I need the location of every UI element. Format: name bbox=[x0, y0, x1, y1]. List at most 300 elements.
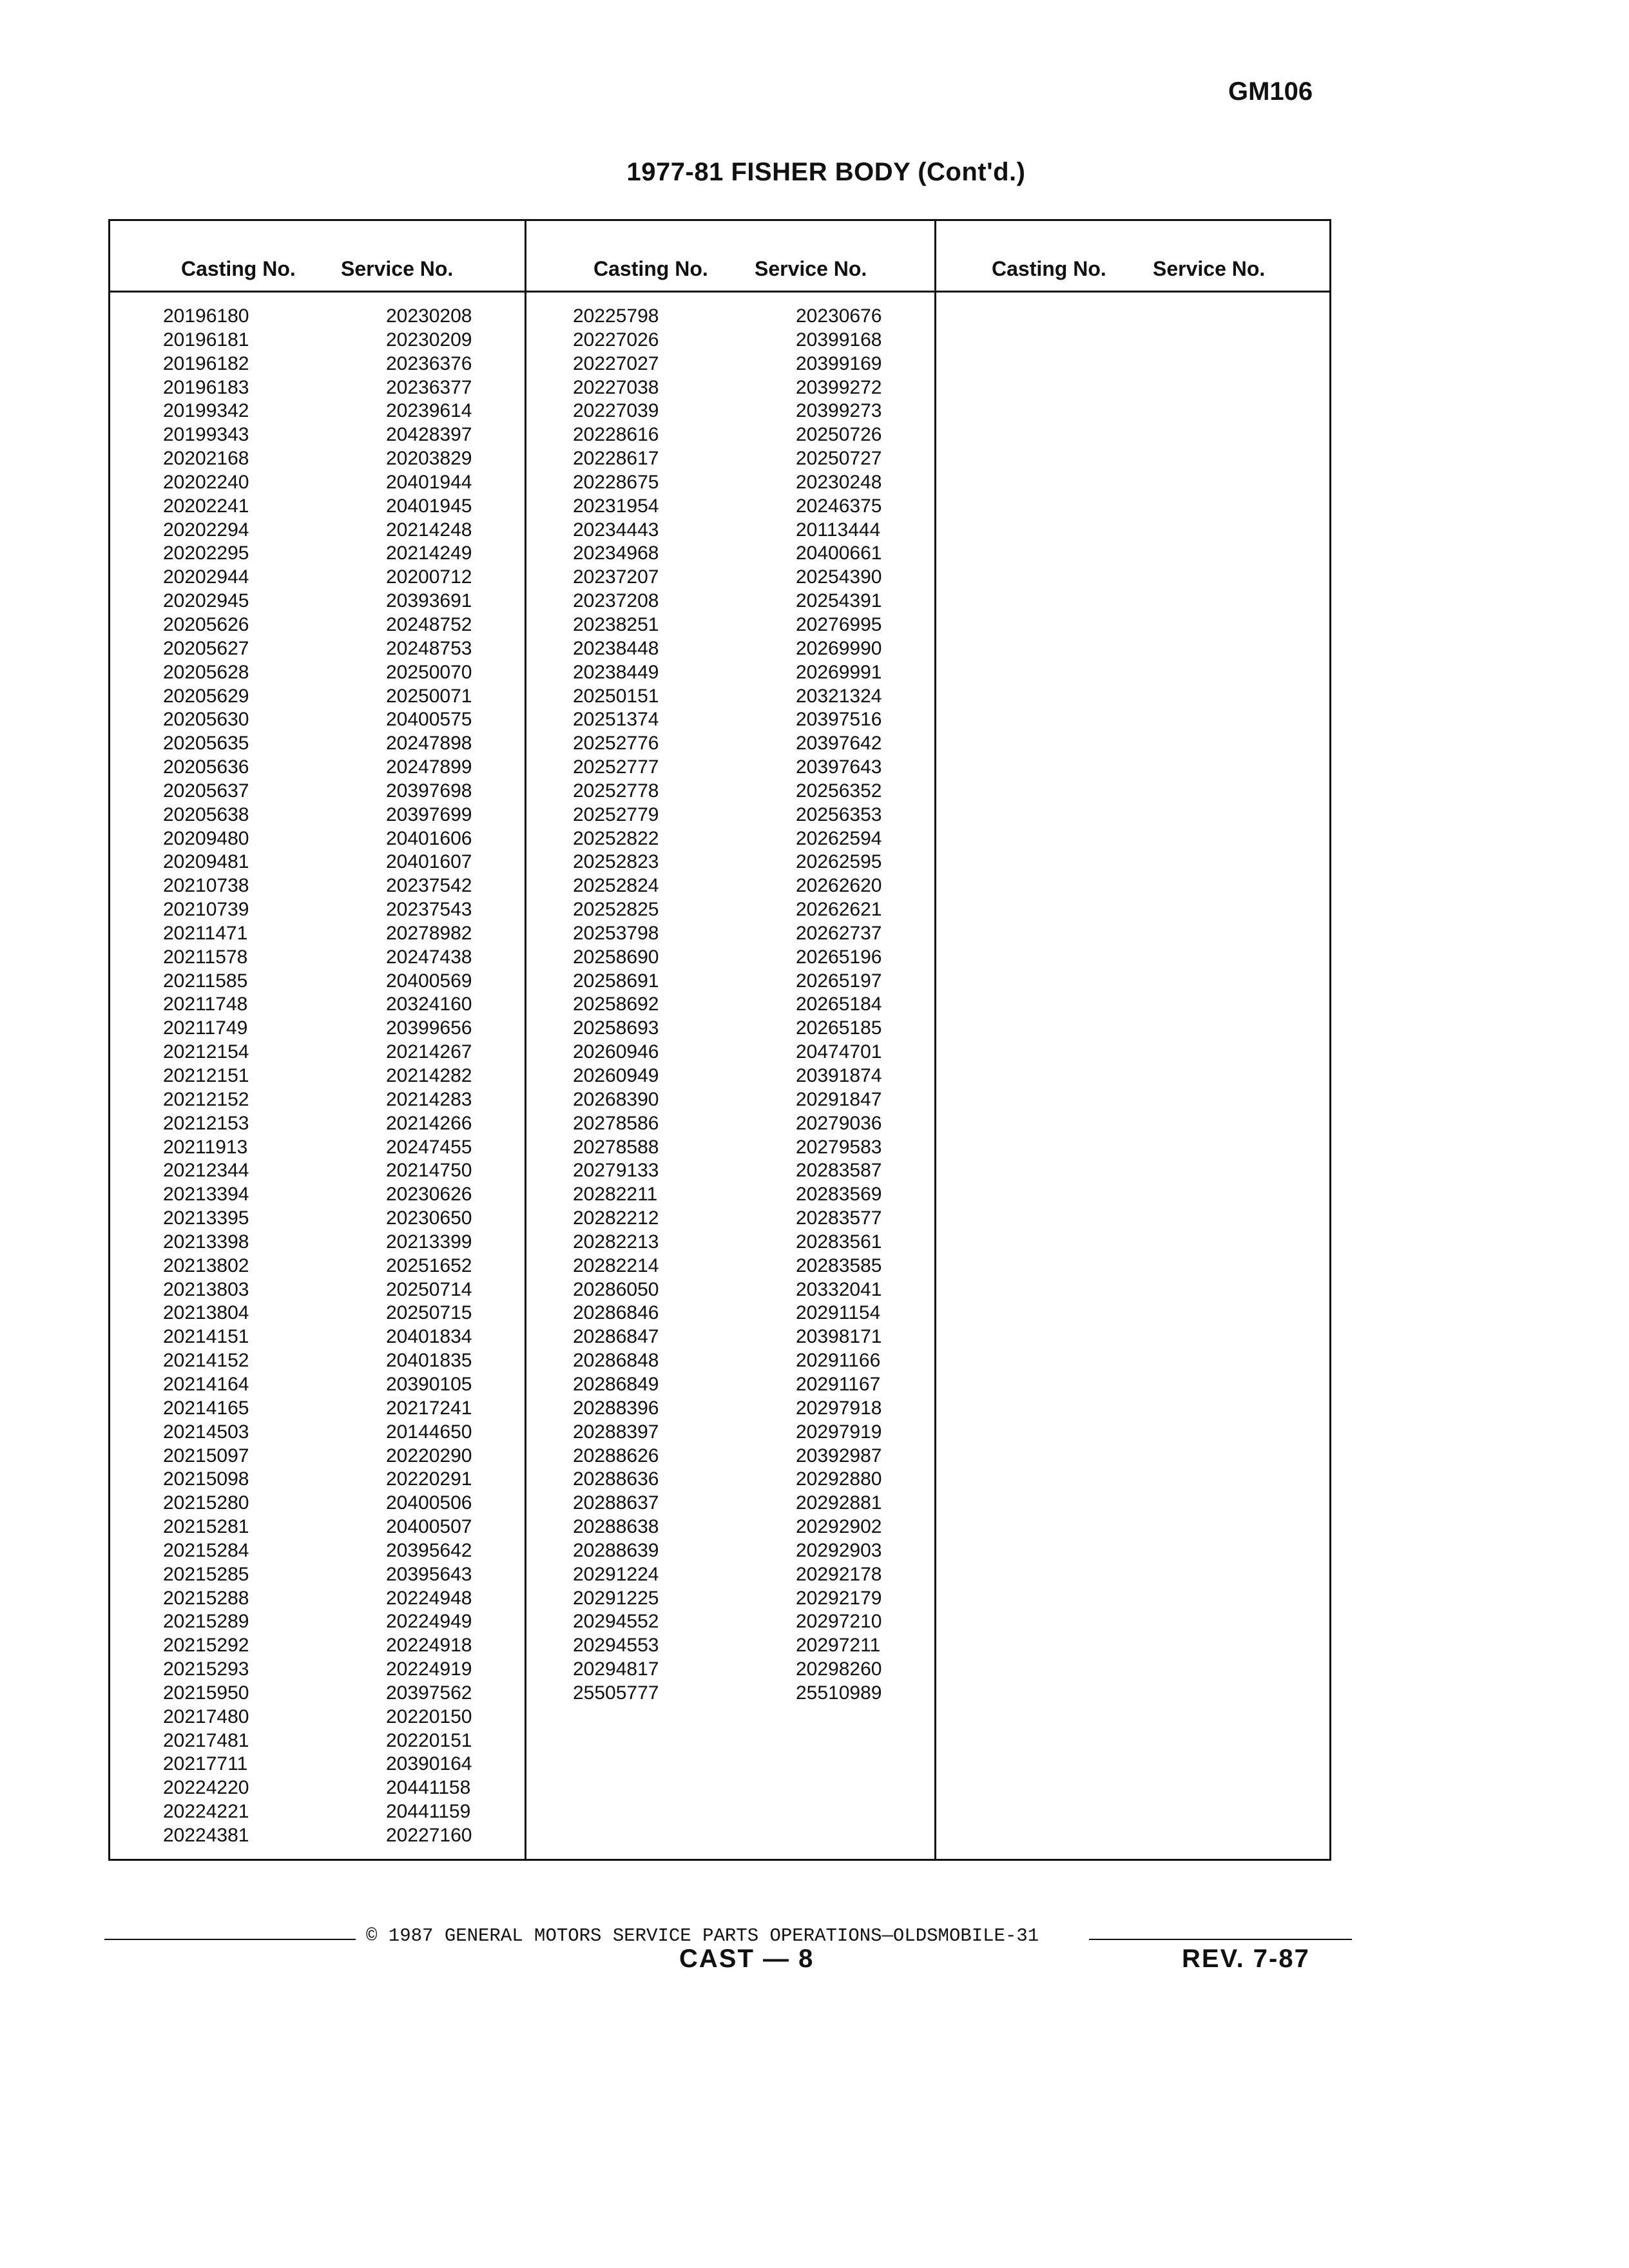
footer-rule-right bbox=[1089, 1939, 1352, 1940]
casting-number: 20268390 bbox=[573, 1088, 659, 1110]
table-row bbox=[114, 1563, 472, 1587]
casting-number: 20250151 bbox=[573, 685, 659, 707]
table-row bbox=[114, 827, 472, 851]
service-number: 20297210 bbox=[796, 1611, 882, 1633]
table-row bbox=[524, 946, 882, 970]
casting-number: 20228616 bbox=[573, 424, 659, 446]
service-number: 20400569 bbox=[386, 970, 472, 992]
service-number: 20332041 bbox=[796, 1278, 882, 1300]
table-row bbox=[114, 590, 472, 613]
casting-number: 20214503 bbox=[163, 1421, 249, 1443]
casting-number: 20258690 bbox=[573, 946, 659, 968]
col2-service-header: Service No. bbox=[755, 257, 867, 280]
table-row bbox=[114, 519, 472, 543]
casting-number: 20212153 bbox=[163, 1112, 249, 1134]
casting-number: 20196180 bbox=[163, 305, 249, 327]
casting-number: 20260946 bbox=[573, 1041, 659, 1063]
table-row bbox=[114, 637, 472, 661]
casting-number: 20205627 bbox=[163, 637, 249, 659]
casting-number: 20258692 bbox=[573, 994, 659, 1015]
casting-number: 20237207 bbox=[573, 566, 659, 588]
casting-number: 20252777 bbox=[573, 756, 659, 778]
table-row bbox=[114, 1658, 472, 1682]
table-row bbox=[114, 305, 472, 329]
service-number: 20250714 bbox=[386, 1278, 472, 1300]
table-row bbox=[114, 1515, 472, 1539]
table-row bbox=[524, 827, 882, 851]
table-row bbox=[114, 1824, 472, 1848]
service-number: 20250071 bbox=[386, 685, 472, 707]
table-row bbox=[524, 1682, 882, 1706]
service-number: 20262620 bbox=[796, 875, 882, 897]
table-row bbox=[524, 1278, 882, 1302]
table-row bbox=[114, 1064, 472, 1088]
casting-number: 25505777 bbox=[573, 1682, 659, 1704]
table-row bbox=[114, 542, 472, 566]
casting-number: 20202240 bbox=[163, 471, 249, 493]
table-row bbox=[524, 542, 882, 566]
table-row bbox=[114, 1800, 472, 1824]
table-row bbox=[114, 732, 472, 756]
casting-number: 20215284 bbox=[163, 1539, 249, 1561]
table-row bbox=[114, 1397, 472, 1421]
casting-number: 20209481 bbox=[163, 851, 249, 873]
table-row bbox=[524, 423, 882, 447]
casting-number: 20252825 bbox=[573, 899, 659, 921]
casting-number: 20211471 bbox=[163, 922, 248, 944]
service-number: 20401607 bbox=[386, 851, 472, 873]
service-number: 20399169 bbox=[796, 352, 882, 374]
table-row bbox=[524, 1136, 882, 1160]
service-number: 20230208 bbox=[386, 305, 472, 327]
casting-number: 20252779 bbox=[573, 803, 659, 825]
service-number: 20220151 bbox=[386, 1729, 472, 1751]
table-row bbox=[114, 495, 472, 519]
casting-number: 20217480 bbox=[163, 1706, 249, 1727]
table-row bbox=[114, 708, 472, 732]
table-row bbox=[524, 993, 882, 1017]
service-number: 20113444 bbox=[796, 519, 881, 541]
service-number: 20397642 bbox=[796, 733, 882, 754]
table-row bbox=[524, 471, 882, 495]
table-row bbox=[114, 376, 472, 400]
service-number: 20265196 bbox=[796, 946, 882, 968]
service-number: 20248752 bbox=[386, 613, 472, 635]
service-number: 20397643 bbox=[796, 756, 882, 778]
casting-number: 20227026 bbox=[573, 329, 659, 351]
column-divider-2 bbox=[934, 221, 936, 1859]
table-row bbox=[114, 447, 472, 471]
casting-number: 20202168 bbox=[163, 448, 249, 470]
casting-number: 20227027 bbox=[573, 352, 659, 374]
casting-number: 20215293 bbox=[163, 1658, 249, 1680]
service-number: 20217241 bbox=[386, 1397, 472, 1419]
table-row bbox=[524, 1610, 882, 1634]
service-number: 20399168 bbox=[796, 329, 882, 351]
table-row bbox=[114, 1753, 472, 1776]
table-row bbox=[114, 1729, 472, 1753]
table-row bbox=[114, 1254, 472, 1278]
casting-number: 20282212 bbox=[573, 1207, 659, 1229]
service-number: 20254391 bbox=[796, 590, 882, 612]
service-number: 20224919 bbox=[386, 1658, 472, 1680]
casting-number: 20278588 bbox=[573, 1136, 659, 1158]
table-row bbox=[524, 780, 882, 803]
table-row bbox=[114, 993, 472, 1017]
table-row bbox=[524, 1302, 882, 1325]
header-divider bbox=[110, 291, 1329, 293]
casting-number: 20224381 bbox=[163, 1825, 249, 1846]
table-row bbox=[114, 1302, 472, 1325]
service-number: 20247899 bbox=[386, 756, 472, 778]
table-row bbox=[524, 447, 882, 471]
table-row bbox=[524, 803, 882, 827]
casting-number: 20286050 bbox=[573, 1278, 659, 1300]
table-row bbox=[524, 1539, 882, 1563]
casting-number: 20202241 bbox=[163, 495, 249, 517]
table-row bbox=[524, 1515, 882, 1539]
table-row bbox=[524, 399, 882, 423]
casting-number: 20279133 bbox=[573, 1160, 659, 1182]
service-number: 20213399 bbox=[386, 1231, 472, 1253]
casting-number: 20211913 bbox=[163, 1136, 248, 1158]
table-row bbox=[524, 874, 882, 898]
service-number: 20400506 bbox=[386, 1492, 472, 1514]
service-number: 20321324 bbox=[796, 685, 882, 707]
casting-number: 20228617 bbox=[573, 448, 659, 470]
service-number: 20230209 bbox=[386, 329, 472, 351]
casting-number: 20211748 bbox=[163, 994, 248, 1015]
casting-number: 20286847 bbox=[573, 1326, 659, 1348]
table-row bbox=[524, 1445, 882, 1468]
table-row bbox=[114, 1610, 472, 1634]
casting-number: 20205630 bbox=[163, 709, 249, 731]
service-number: 20250726 bbox=[796, 424, 882, 446]
service-number: 20239614 bbox=[386, 400, 472, 422]
table-row bbox=[114, 1183, 472, 1207]
casting-number: 20205635 bbox=[163, 733, 249, 754]
service-number: 20237542 bbox=[386, 875, 472, 897]
table-row bbox=[114, 329, 472, 352]
service-number: 20214282 bbox=[386, 1065, 472, 1086]
casting-number: 20231954 bbox=[573, 495, 659, 517]
table-row bbox=[114, 1468, 472, 1492]
table-row bbox=[524, 1041, 882, 1064]
casting-number: 20202294 bbox=[163, 519, 249, 541]
service-number: 20292881 bbox=[796, 1492, 882, 1514]
service-number: 20391874 bbox=[796, 1065, 882, 1086]
service-number: 20220290 bbox=[386, 1445, 472, 1466]
service-number: 20237543 bbox=[386, 899, 472, 921]
col2-casting-header: Casting No. bbox=[593, 257, 708, 280]
table-row bbox=[114, 874, 472, 898]
service-number: 20441158 bbox=[386, 1777, 471, 1799]
table-row bbox=[524, 329, 882, 352]
service-number: 20395643 bbox=[386, 1563, 472, 1585]
casting-number: 20258691 bbox=[573, 970, 659, 992]
table-row bbox=[524, 352, 882, 376]
table-row bbox=[524, 1373, 882, 1397]
casting-number: 20260949 bbox=[573, 1065, 659, 1086]
casting-number: 20228675 bbox=[573, 471, 659, 493]
casting-number: 20227038 bbox=[573, 376, 659, 398]
table-row bbox=[114, 1159, 472, 1183]
service-number: 20214267 bbox=[386, 1041, 472, 1063]
table-row bbox=[524, 1492, 882, 1515]
table-row bbox=[114, 1682, 472, 1706]
casting-number: 20211749 bbox=[163, 1017, 248, 1039]
service-number: 20227160 bbox=[386, 1825, 472, 1846]
service-number: 20251652 bbox=[386, 1254, 472, 1276]
service-number: 20254390 bbox=[796, 566, 882, 588]
table-row bbox=[524, 1064, 882, 1088]
casting-number: 20288626 bbox=[573, 1445, 659, 1466]
service-number: 20224948 bbox=[386, 1587, 472, 1609]
table-row bbox=[114, 1325, 472, 1349]
casting-number: 20212344 bbox=[163, 1160, 249, 1182]
service-number: 20297211 bbox=[796, 1635, 881, 1657]
table-row bbox=[114, 1421, 472, 1445]
service-number: 20214283 bbox=[386, 1088, 472, 1110]
table-row bbox=[114, 850, 472, 874]
service-number: 20283577 bbox=[796, 1207, 882, 1229]
casting-number: 20205636 bbox=[163, 756, 249, 778]
service-number: 20248753 bbox=[386, 637, 472, 659]
service-number: 20144650 bbox=[386, 1421, 472, 1443]
col2-body bbox=[524, 305, 882, 1706]
service-number: 20399273 bbox=[796, 400, 882, 422]
service-number: 20292902 bbox=[796, 1516, 882, 1538]
casting-number: 20210738 bbox=[163, 875, 249, 897]
casting-number: 20202944 bbox=[163, 566, 249, 588]
service-number: 20262737 bbox=[796, 922, 882, 944]
table-row bbox=[524, 1658, 882, 1682]
service-number: 20236376 bbox=[386, 352, 472, 374]
service-number: 20401606 bbox=[386, 827, 472, 849]
service-number: 20250715 bbox=[386, 1302, 472, 1324]
table-row bbox=[114, 1539, 472, 1563]
casting-number: 20215285 bbox=[163, 1563, 249, 1585]
table-row bbox=[114, 423, 472, 447]
col1-casting-header: Casting No. bbox=[181, 257, 296, 280]
casting-number: 20205629 bbox=[163, 685, 249, 707]
table-row bbox=[114, 1231, 472, 1254]
service-number: 20247438 bbox=[386, 946, 472, 968]
service-number: 20265184 bbox=[796, 994, 882, 1015]
table-row bbox=[114, 352, 472, 376]
table-row bbox=[524, 590, 882, 613]
casting-number: 20215288 bbox=[163, 1587, 249, 1609]
service-number: 20390105 bbox=[386, 1373, 472, 1395]
casting-number: 20215292 bbox=[163, 1635, 249, 1657]
service-number: 20400575 bbox=[386, 709, 472, 731]
service-number: 20250070 bbox=[386, 661, 472, 683]
service-number: 20283561 bbox=[796, 1231, 882, 1253]
service-number: 20297919 bbox=[796, 1421, 882, 1443]
service-number: 20283569 bbox=[796, 1184, 882, 1206]
table-row bbox=[114, 1112, 472, 1136]
footer-copyright: © 1987 GENERAL MOTORS SERVICE PARTS OPERATIONS—OLDSMOBILE-31 bbox=[366, 1925, 1039, 1946]
table-row bbox=[114, 1088, 472, 1112]
table-row bbox=[524, 1468, 882, 1492]
table-row bbox=[524, 519, 882, 543]
service-number: 20428397 bbox=[386, 424, 472, 446]
service-number: 20324160 bbox=[386, 994, 472, 1015]
service-number: 20292179 bbox=[796, 1587, 882, 1609]
table-row bbox=[524, 1231, 882, 1254]
service-number: 20246375 bbox=[796, 495, 882, 517]
service-number: 20214266 bbox=[386, 1112, 472, 1134]
footer-revision: REV. 7-87 bbox=[1182, 1945, 1310, 1973]
service-number: 20399272 bbox=[796, 376, 882, 398]
service-number: 20224949 bbox=[386, 1611, 472, 1633]
table-row bbox=[524, 1421, 882, 1445]
service-number: 20283585 bbox=[796, 1254, 882, 1276]
table-row bbox=[524, 1563, 882, 1587]
service-number: 20250727 bbox=[796, 448, 882, 470]
casting-number: 20238448 bbox=[573, 637, 659, 659]
service-number: 20397699 bbox=[386, 803, 472, 825]
table-row bbox=[114, 1776, 472, 1800]
service-number: 20393691 bbox=[386, 590, 472, 612]
service-number: 20390164 bbox=[386, 1753, 472, 1775]
table-row bbox=[524, 850, 882, 874]
table-row bbox=[114, 803, 472, 827]
service-number: 20291166 bbox=[796, 1350, 881, 1372]
service-number: 20392987 bbox=[796, 1445, 882, 1466]
service-number: 20400507 bbox=[386, 1516, 472, 1538]
casting-number: 20225798 bbox=[573, 305, 659, 327]
service-number: 20398171 bbox=[796, 1326, 882, 1348]
table-row bbox=[114, 1136, 472, 1160]
service-number: 20292880 bbox=[796, 1468, 882, 1490]
table-row bbox=[524, 1207, 882, 1231]
service-number: 20291847 bbox=[796, 1088, 882, 1110]
table-row bbox=[524, 1397, 882, 1421]
table-row bbox=[524, 732, 882, 756]
casting-number: 20291224 bbox=[573, 1563, 659, 1585]
table-row bbox=[524, 1634, 882, 1658]
service-number: 20230626 bbox=[386, 1184, 472, 1206]
casting-number: 20213802 bbox=[163, 1254, 249, 1276]
casting-number: 20237208 bbox=[573, 590, 659, 612]
casting-number: 20294552 bbox=[573, 1611, 659, 1633]
casting-number: 20288397 bbox=[573, 1421, 659, 1443]
table-row bbox=[114, 1492, 472, 1515]
service-number: 20230650 bbox=[386, 1207, 472, 1229]
service-number: 20214248 bbox=[386, 519, 472, 541]
table-row bbox=[524, 898, 882, 922]
casting-number: 20205626 bbox=[163, 613, 249, 635]
casting-number: 20288396 bbox=[573, 1397, 659, 1419]
casting-number: 20252822 bbox=[573, 827, 659, 849]
casting-number: 20214152 bbox=[163, 1350, 249, 1372]
service-number: 20401945 bbox=[386, 495, 472, 517]
table-row bbox=[524, 1254, 882, 1278]
casting-number: 20215289 bbox=[163, 1611, 249, 1633]
casting-number: 20217711 bbox=[163, 1753, 248, 1775]
table-row bbox=[524, 1159, 882, 1183]
service-number: 20220150 bbox=[386, 1706, 472, 1727]
casting-number: 20199342 bbox=[163, 400, 249, 422]
service-number: 20400661 bbox=[796, 543, 882, 564]
casting-number: 20288638 bbox=[573, 1516, 659, 1538]
casting-number: 20211578 bbox=[163, 946, 248, 968]
casting-number: 20252776 bbox=[573, 733, 659, 754]
table-row bbox=[114, 1017, 472, 1041]
service-number: 20265197 bbox=[796, 970, 882, 992]
table-row bbox=[114, 1587, 472, 1611]
table-row bbox=[114, 1445, 472, 1468]
table-row bbox=[524, 922, 882, 946]
table-row bbox=[524, 685, 882, 709]
casting-number: 20202295 bbox=[163, 543, 249, 564]
service-number: 20401944 bbox=[386, 471, 472, 493]
casting-number: 20282214 bbox=[573, 1254, 659, 1276]
service-number: 20203829 bbox=[386, 448, 472, 470]
service-number: 20200712 bbox=[386, 566, 472, 588]
table-row bbox=[114, 946, 472, 970]
table-row bbox=[114, 1278, 472, 1302]
service-number: 20265185 bbox=[796, 1017, 882, 1039]
casting-number: 20215281 bbox=[163, 1516, 249, 1538]
service-number: 20397698 bbox=[386, 780, 472, 802]
table-row bbox=[114, 780, 472, 803]
service-number: 20262594 bbox=[796, 827, 882, 849]
casting-number: 20212154 bbox=[163, 1041, 249, 1063]
casting-number: 20238449 bbox=[573, 661, 659, 683]
casting-number: 20214151 bbox=[163, 1326, 249, 1348]
casting-number: 20214165 bbox=[163, 1397, 249, 1419]
service-number: 20214249 bbox=[386, 543, 472, 564]
casting-number: 20251374 bbox=[573, 709, 659, 731]
casting-number: 20234968 bbox=[573, 543, 659, 564]
table-row bbox=[114, 613, 472, 637]
table-row bbox=[524, 1183, 882, 1207]
casting-number: 20202945 bbox=[163, 590, 249, 612]
table-row bbox=[114, 566, 472, 590]
table-row bbox=[524, 661, 882, 685]
service-number: 20399656 bbox=[386, 1017, 472, 1039]
casting-number: 20224221 bbox=[163, 1801, 249, 1823]
casting-number: 20209480 bbox=[163, 827, 249, 849]
casting-number: 20213395 bbox=[163, 1207, 249, 1229]
casting-number: 20238251 bbox=[573, 613, 659, 635]
casting-number: 20252823 bbox=[573, 851, 659, 873]
service-number: 20256353 bbox=[796, 803, 882, 825]
service-number: 20441159 bbox=[386, 1801, 471, 1823]
casting-number: 20211585 bbox=[163, 970, 248, 992]
casting-number: 20217481 bbox=[163, 1729, 249, 1751]
casting-number: 20288637 bbox=[573, 1492, 659, 1514]
table-row bbox=[114, 685, 472, 709]
casting-number: 20196181 bbox=[163, 329, 249, 351]
col3-service-header: Service No. bbox=[1153, 257, 1266, 280]
casting-number: 20286846 bbox=[573, 1302, 659, 1324]
table-row bbox=[524, 1112, 882, 1136]
table-row bbox=[114, 471, 472, 495]
casting-number: 20196182 bbox=[163, 352, 249, 374]
casting-number: 20294553 bbox=[573, 1635, 659, 1657]
footer-section: CAST — 8 bbox=[679, 1945, 815, 1973]
casting-number: 20282213 bbox=[573, 1231, 659, 1253]
casting-number: 20286848 bbox=[573, 1350, 659, 1372]
table-row bbox=[524, 376, 882, 400]
table-row bbox=[524, 1017, 882, 1041]
service-number: 20279583 bbox=[796, 1136, 882, 1158]
casting-number: 20286849 bbox=[573, 1373, 659, 1395]
service-number: 20269991 bbox=[796, 661, 882, 683]
